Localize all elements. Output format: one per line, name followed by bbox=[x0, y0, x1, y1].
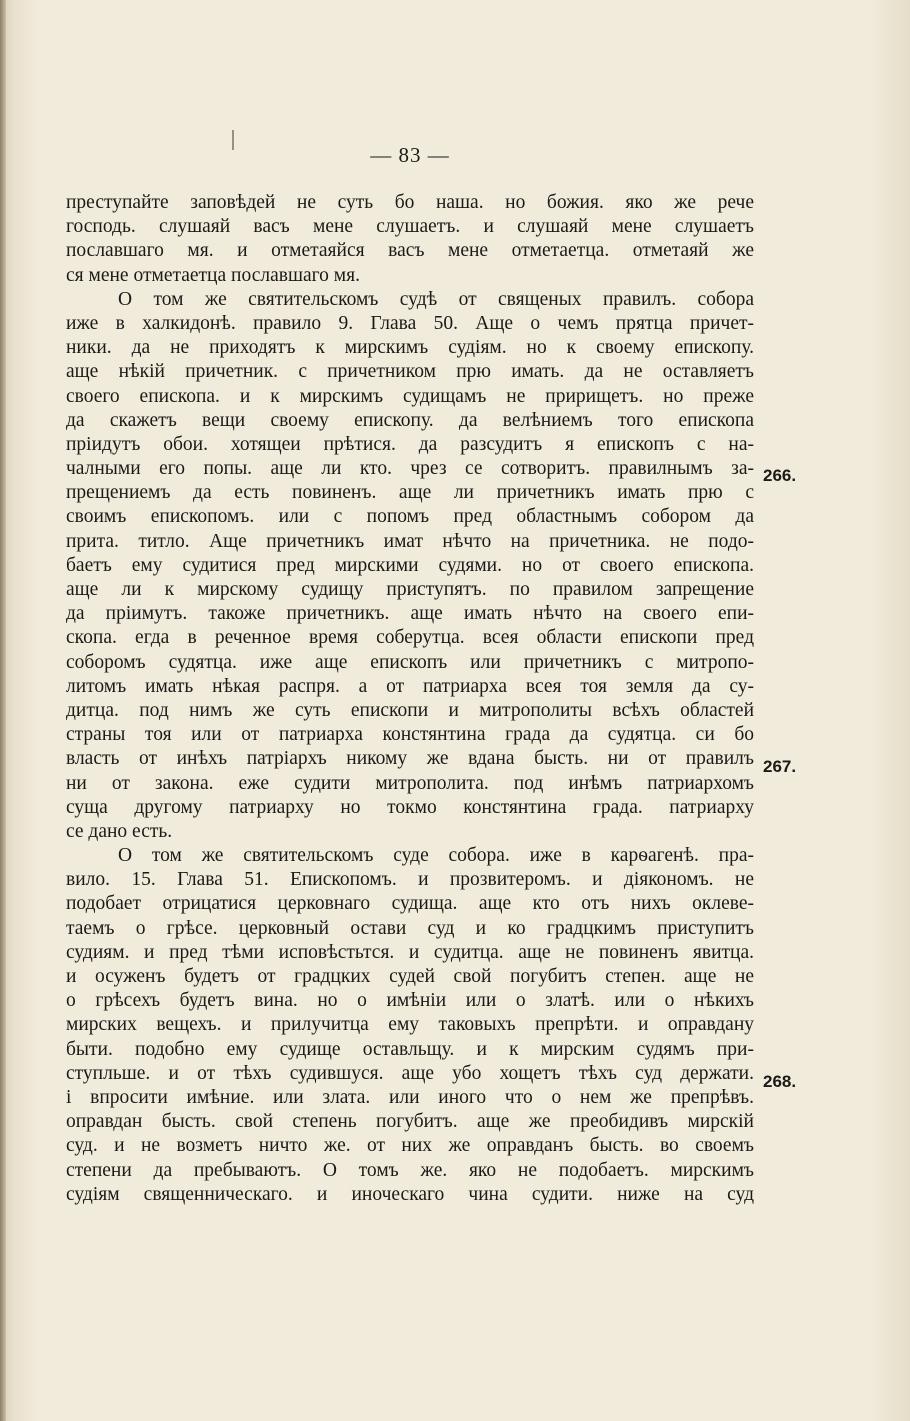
text-line: аще нѣкій причетник. с причетником прю имать. да не оставляетъ bbox=[66, 361, 754, 383]
text-line: власть от инѣхъ патріархъ никому же вдана бысть. ни от правилъ bbox=[66, 748, 754, 770]
text-line: о грѣсехъ будетъ вина. но о имѣніи или о златѣ. или о нѣкихъ bbox=[66, 990, 754, 1012]
text-line: дитца. под нимъ же суть епископи и митрополиты всѣхъ областей bbox=[66, 699, 754, 721]
paragraph-start-line: О том же святительскомъ судѣ от священых правилъ. собора bbox=[118, 288, 754, 310]
binding-edge bbox=[0, 0, 6, 1421]
text-line: подобает отрицатися церковнаго судища. аще кто отъ нихъ оклеве- bbox=[66, 893, 754, 915]
text-line: преступайте заповѣдей не суть бо наша. но божия. яко же рече bbox=[66, 192, 754, 213]
text-line: да пріимутъ. такоже причетникъ. аще имать нѣчто на своего епи- bbox=[66, 603, 754, 625]
text-line: се дано есть. bbox=[66, 820, 173, 842]
text-line: и осуженъ будетъ от градцких судей свой погубитъ степен. аще не bbox=[66, 966, 754, 987]
text-line: литомъ имать нѣкая распря. а от патриарха всея тоя земля да су- bbox=[66, 675, 754, 697]
text-line: ники. да не приходятъ к мирскимъ судіям. но к своему епископу. bbox=[66, 337, 754, 359]
text-line: суд. и не возметъ ничто же. от них же оправданъ бысть. во своемъ bbox=[66, 1135, 754, 1157]
text-line: чалными его попы. аще ли кто. чрез се сотворитъ. правилнымъ за- bbox=[66, 458, 754, 480]
text-line: судиям. и пред тѣми исповѣстьтся. и судитца. аще не повиненъ явитца. bbox=[66, 941, 754, 963]
text-line: аще ли к мирскому судищу приступятъ. по правилом запрещение bbox=[66, 579, 754, 600]
text-line: страны тоя или от патриарха констянтина града да судятца. си бо bbox=[66, 724, 754, 746]
text-line: таемъ о грѣсе. церковный остави суд и ко градцкимъ приступитъ bbox=[66, 917, 754, 939]
text-line: мирских вещехъ. и прилучитца ему таковыхъ препрѣти. и оправдану bbox=[66, 1014, 754, 1036]
text-line: суща другому патриарху но токмо констянтина града. патриарху bbox=[66, 796, 754, 818]
page-number: — 83 — bbox=[370, 143, 450, 167]
text-line: быти. подобно ему судище оставльщу. и к мирским судямъ при- bbox=[66, 1038, 754, 1060]
text-line: прещениемъ да есть повиненъ. аще ли причетникъ имать прю с bbox=[66, 482, 754, 504]
text-line: судіям священническаго. и иноческаго чина судити. ниже на суд bbox=[66, 1183, 754, 1205]
margin-note-number: 268. bbox=[763, 1072, 797, 1091]
text-line: иже в халкидонѣ. правило 9. Глава 50. Аще о чемъ прятца причет- bbox=[66, 312, 754, 334]
text-line: ся мене отметаетца пославшаго мя. bbox=[66, 264, 360, 286]
text-line: своимъ епископомъ. или с попомъ пред областнымъ собором да bbox=[66, 506, 754, 528]
text-line: господь. слушаяй васъ мене слушаетъ. и слушаяй мене слушаетъ bbox=[66, 216, 754, 238]
margin-note-number: 266. bbox=[763, 466, 797, 485]
text-line: пославшаго мя. и отметаяйся васъ мене отметаетца. отметаяй же bbox=[66, 240, 754, 262]
text-line: скопа. егда в реченное время соберутца. всея области епископи пред bbox=[66, 627, 754, 649]
text-line: баетъ ему судитися пред мирскими судями. но от своего епископа. bbox=[66, 554, 754, 576]
margin-note-number: 267. bbox=[763, 757, 797, 776]
text-line: ступльше. и от тѣхъ судившуся. аще убо хощетъ тѣхъ суд держати. bbox=[66, 1062, 754, 1084]
text-line: своего епископа. и к мирскимъ судищамъ не пририщетъ. но преже bbox=[66, 385, 754, 407]
text-line: і впросити имѣние. или злата. или иного что о нем же препрѣвъ. bbox=[66, 1086, 754, 1108]
text-line: ни от закона. еже судити митрополита. под инѣмъ патриархомъ bbox=[66, 772, 754, 794]
text-block bbox=[66, 191, 754, 1207]
text-line: степени да пребываютъ. О томъ же. яко не подобаетъ. мирскимъ bbox=[66, 1159, 754, 1181]
text-line: соборомъ судятца. иже аще епископъ или причетникъ с митропо- bbox=[66, 651, 754, 673]
text-line: да скажетъ вещи своему епископу. да велѣниемъ того епископа bbox=[66, 409, 754, 431]
text-line: прита. титло. Аще причетникъ имат нѣчто на причетника. не подо- bbox=[66, 530, 754, 552]
text-line: пріидутъ обои. хотящеи прѣтися. да разсудитъ я епископъ с на- bbox=[66, 433, 754, 455]
paragraph-start-line: О том же святительскомъ суде собора. иже в карѳагенѣ. пра- bbox=[118, 845, 754, 867]
text-line: вило. 15. Глава 51. Епископомъ. и прозвитеромъ. и діякономъ. не bbox=[66, 869, 754, 891]
text-line: оправдан бысть. свой степень погубитъ. аще же преобидивъ мирскій bbox=[66, 1111, 754, 1133]
